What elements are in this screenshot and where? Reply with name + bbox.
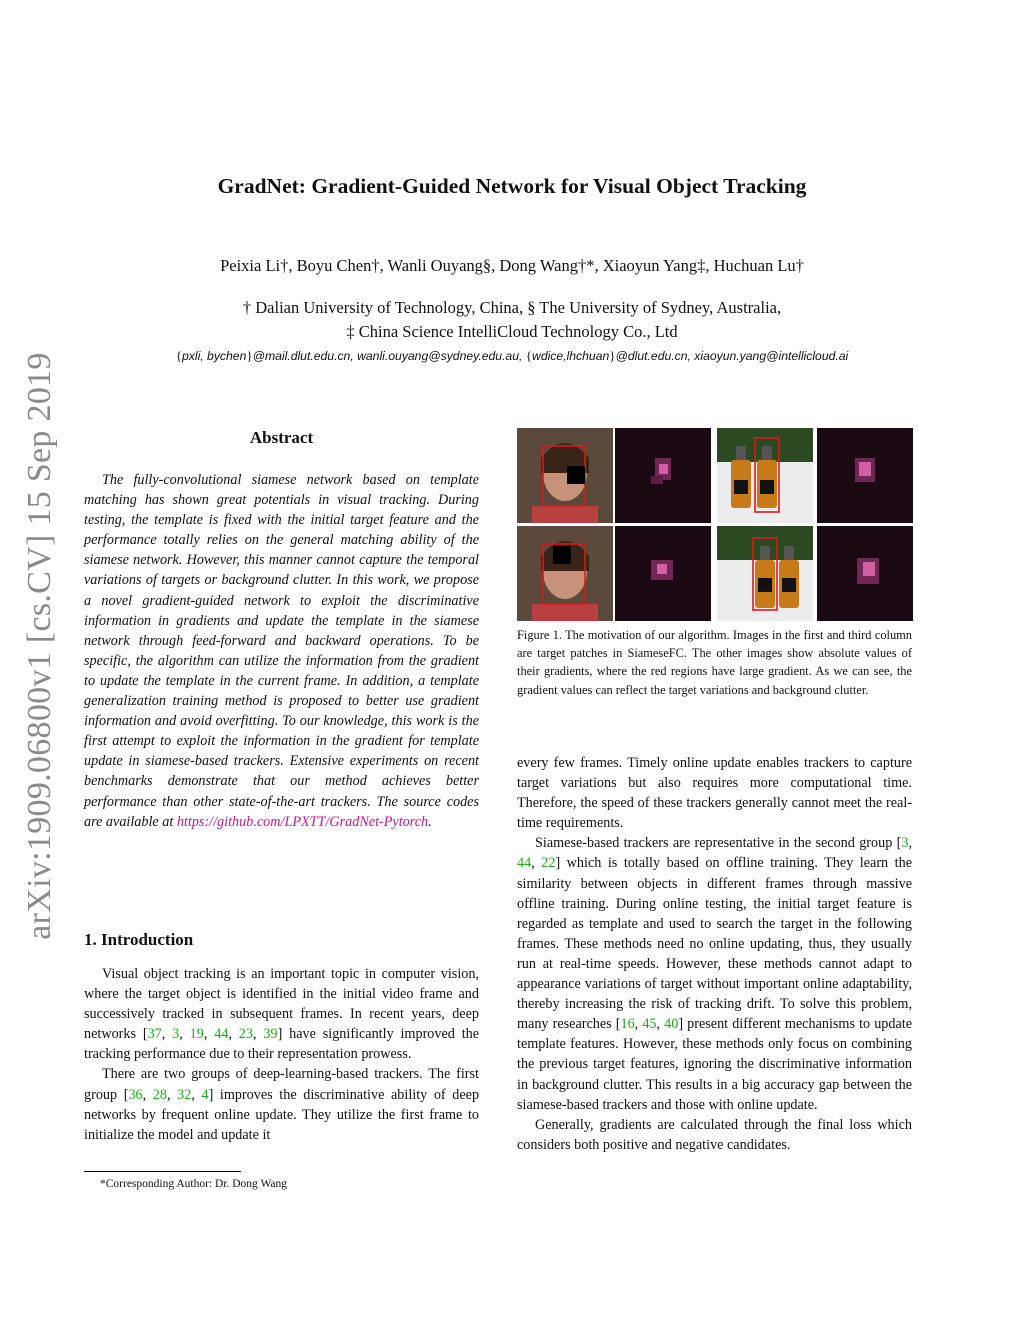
bottles-target-patch-2 <box>717 526 813 621</box>
citation-link[interactable]: 45 <box>642 1016 657 1033</box>
face-gradient-map-2 <box>615 526 711 621</box>
face-target-patch-occluded <box>517 526 613 621</box>
abstract-link-suffix: . <box>428 813 432 830</box>
citation-link[interactable]: 40 <box>664 1016 679 1033</box>
footnote-rule <box>84 1171 241 1172</box>
citation-link[interactable]: 3 <box>172 1026 180 1043</box>
author-emails: {pxli, bychen}@mail.dlut.edu.cn, wanli.ouyang@sydney.edu.au, {wdice,lhchuan}@dlut.edu.cn, xiaoyun.yang@intellicloud.ai <box>175 348 849 363</box>
citation-link[interactable]: 23 <box>238 1026 253 1043</box>
abstract-body <box>84 470 479 832</box>
bottles-gradient-map-2 <box>817 526 913 621</box>
email-group-2: wdice,lhchuan <box>532 349 610 363</box>
citation-link[interactable]: 28 <box>152 1086 167 1103</box>
face-target-patch <box>517 428 613 523</box>
citation-link[interactable]: 3 <box>901 835 909 852</box>
abstract-text: The fully-convolutional siamese network based on template matching has shown great potentials in visual tracking. During testing, the template is fixed with the initial target feature and the performance totally relies on the general matching ability of the siamese network. However, this manner cannot capture the temporal variations of targets or background clutter. In this work, we propose a novel gradient-guided network to exploit the discriminative information in gradients and update the template in the siamese network through feed-forward and backward operations. To be specific, the algorithm can utilize the information from the gradient to update the template in the current frame. In addition, a template generalization training method is proposed to better use gradient information and avoid overfitting. To our knowledge, this work is the first attempt to exploit the information in the gradient for template update in siamese-based trackers. Extensive experiments on recent benchmarks demonstrate that our method achieves better performance than other state-of-the-art trackers. The source codes are available at <box>84 472 479 830</box>
citation-link[interactable]: 44 <box>517 855 532 872</box>
author-list: Peixia Li†, Boyu Chen†, Wanli Ouyang§, Dong Wang†*, Xiaoyun Yang‡, Huchuan Lu† <box>220 256 804 275</box>
affiliation-line-1: † Dalian University of Technology, China, § The University of Sydney, Australia, <box>242 298 782 317</box>
citation-link[interactable]: 36 <box>128 1086 143 1103</box>
citation-link[interactable]: 44 <box>214 1026 229 1043</box>
right-paragraph-1: every few frames. Timely online update enables trackers to capture target variations but also requires more computational time. Therefore, the speed of these trackers generally cannot meet the real-time requirements. <box>517 755 912 832</box>
citation-link[interactable]: 37 <box>147 1026 162 1043</box>
right-paragraph-2: Siamese-based trackers are representative in the second group [3, 44, 22] which is totally based on offline training. They learn the similarity between objects in different frames through massive offline training. During online testing, the initial target feature is regarded as template and used to search the target in the following frames. These methods need no online updating, thus, they usually run at real-time speeds. However, these methods cannot adapt to appearance variations of target without important online adaptability, thereby increasing the risk of tracking drift. To solve this problem, many researches [16, 45, 40] present different mechanisms to update template features. However, these methods only focus on combining the previous target features, ignoring the discriminative information in background clutter. This results in a big accuracy gap between the siamese-based trackers and those with online update. <box>517 835 913 1113</box>
footnote: *Corresponding Author: Dr. Dong Wang <box>100 1178 288 1190</box>
email-domain-2: @dlut.edu.cn, xiaoyun.yang@intellicloud.ai <box>615 349 849 363</box>
bottles-target-patch <box>717 428 813 523</box>
abstract-heading: Abstract <box>249 428 314 447</box>
right-column-body <box>517 753 912 1155</box>
bottles-gradient-map <box>817 428 913 523</box>
figure-1-caption: Figure 1. The motivation of our algorithm. Images in the first and third column are target patches in SiameseFC. The other images show absolute values of their gradients, where the red regions have large gradient. As we can see, the gradient values can reflect the target variations and background clutter. <box>517 628 912 697</box>
email-group-1: pxli, bychen <box>181 349 247 363</box>
citation-link[interactable]: 39 <box>263 1026 278 1043</box>
intro-paragraph-1: Visual object tracking is an important topic in computer vision, where the target object is identified in the initial video frame and successively tracked in subsequent frames. In recent years, deep networks [37, 3, 19, 44, 23, 39] have significantly improved the tracking performance due to their representation prowess. <box>84 966 480 1063</box>
citation-link[interactable]: 22 <box>541 855 556 872</box>
intro-paragraph-2: There are two groups of deep-learning-based trackers. The first group [36, 28, 32, 4] improves the discriminative ability of deep networks by frequent online update. They utilize the first frame to initialize the model and update it <box>84 1066 480 1143</box>
face-gradient-map <box>615 428 711 523</box>
introduction-body <box>84 964 479 1145</box>
email-domain-1: @mail.dlut.edu.cn, wanli.ouyang@sydney.edu.au, <box>252 349 523 363</box>
paper-title: GradNet: Gradient-Guided Network for Visual Object Tracking <box>217 174 807 198</box>
citation-link[interactable]: 16 <box>620 1016 635 1033</box>
citation-link[interactable]: 32 <box>177 1086 192 1103</box>
figure-1 <box>517 428 913 622</box>
arxiv-identifier: arXiv:1909.06800v1 [cs.CV] 15 Sep 2019 <box>21 352 58 940</box>
citation-link[interactable]: 19 <box>189 1026 204 1043</box>
right-paragraph-3: Generally, gradients are calculated through the final loss which considers both positive and negative candidates. <box>517 1116 912 1153</box>
code-link[interactable]: https://github.com/LPXTT/GradNet-Pytorch <box>176 813 429 830</box>
citation-link[interactable]: 4 <box>201 1086 209 1103</box>
introduction-heading: 1. Introduction <box>84 930 194 949</box>
affiliation-line-2: ‡ China Science IntelliCloud Technology Co., Ltd <box>346 322 678 341</box>
